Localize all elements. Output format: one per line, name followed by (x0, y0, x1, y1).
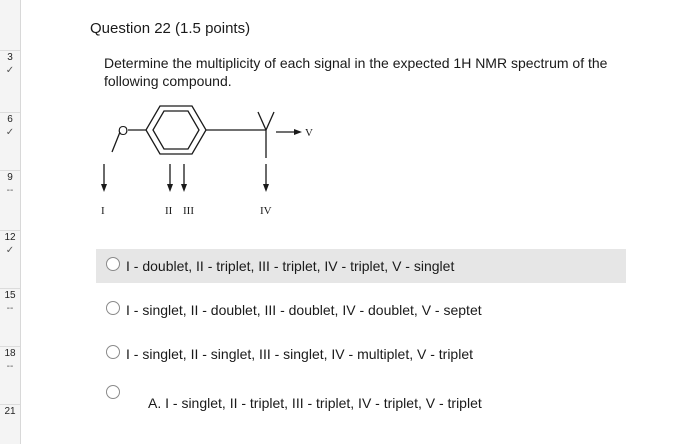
radio-button[interactable] (106, 345, 120, 359)
radio-button[interactable] (106, 257, 120, 271)
nav-item-number: 3 (7, 52, 13, 63)
nav-item-18[interactable] (0, 346, 20, 403)
oxygen-atom-label: O (118, 123, 129, 138)
unanswered-mark: -- (6, 303, 14, 314)
signal-label-I: I (101, 205, 105, 217)
nav-item-21[interactable] (0, 404, 20, 445)
signal-label-IV: IV (260, 205, 272, 217)
answer-option-1[interactable] (96, 249, 626, 283)
signal-label-II: II (165, 205, 173, 217)
answer-option-label: I - singlet, II - doublet, III - doublet, IV - doublet, V - septet (126, 302, 482, 318)
methyl-branch-1 (258, 112, 266, 130)
nav-item-6[interactable] (0, 112, 20, 169)
arrowhead-II (167, 184, 173, 192)
arrowhead-III (181, 184, 187, 192)
radio-button[interactable] (106, 385, 120, 399)
nav-item-3[interactable] (0, 50, 20, 107)
benzene-ring (146, 106, 206, 154)
nav-item-number: 21 (4, 406, 16, 417)
unanswered-mark: -- (6, 185, 14, 196)
nav-item-number: 9 (7, 172, 13, 183)
nav-item-number: 18 (4, 348, 16, 359)
answer-option-label: I - singlet, II - singlet, III - singlet, IV - multiplet, V - triplet (126, 346, 473, 362)
nav-item-number: 12 (4, 232, 16, 243)
ring-inner (153, 111, 199, 149)
check-icon: ✓ (5, 65, 15, 76)
signal-label-V: V (305, 127, 313, 139)
answer-option-2[interactable] (96, 293, 626, 327)
signal-label-III: III (183, 205, 194, 217)
check-icon: ✓ (5, 245, 15, 256)
arrowhead-V (294, 129, 302, 135)
answer-option-label: I - doublet, II - triplet, III - triplet, IV - triplet, V - singlet (126, 258, 455, 274)
nav-item-12[interactable] (0, 230, 20, 287)
molecule-structure (90, 98, 350, 228)
radio-button[interactable] (106, 301, 120, 315)
nav-item-15[interactable] (0, 288, 20, 345)
answer-option-4[interactable] (96, 381, 626, 421)
check-icon: ✓ (5, 127, 15, 138)
answer-option-3[interactable] (96, 337, 626, 371)
nav-item-number: 6 (7, 114, 13, 125)
nav-item-number: 15 (4, 290, 16, 301)
question-prompt: Determine the multiplicity of each signal in the expected 1H NMR spectrum of the following compound. (104, 55, 608, 89)
question-title: Question 22 (1.5 points) (90, 20, 251, 37)
arrowhead-I (101, 184, 107, 192)
nav-item-9[interactable] (0, 170, 20, 227)
unanswered-mark: -- (6, 361, 14, 372)
question-navigator (0, 0, 21, 444)
answer-option-label: A. I - singlet, II - triplet, III - triplet, IV - triplet, V - triplet (148, 395, 482, 411)
arrowhead-IV (263, 184, 269, 192)
methyl-branch-2 (266, 112, 274, 130)
